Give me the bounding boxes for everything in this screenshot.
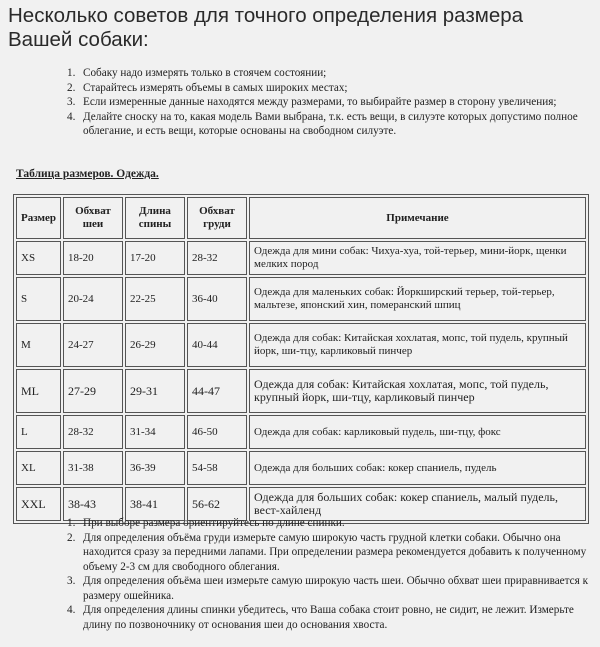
cell-chest: 40-44 xyxy=(187,323,247,367)
table-row xyxy=(16,415,586,449)
cell-note: Одежда для собак: карликовый пудель, ши-тцу, фокс xyxy=(249,415,586,449)
cell-neck: 20-24 xyxy=(63,277,123,321)
tip-item xyxy=(67,81,592,96)
note-item xyxy=(67,531,592,575)
note-number: 1. xyxy=(67,517,76,529)
note-text: При выборе размера ориентируйтесь по длине спинки. xyxy=(83,517,345,529)
header-neck: Обхват шеи xyxy=(63,197,123,239)
note-number: 2. xyxy=(67,531,76,544)
cell-note: Одежда для больших собак: кокер спаниель, пудель xyxy=(249,451,586,485)
table-row xyxy=(16,323,586,367)
table-header-row xyxy=(16,197,586,239)
header-note: Примечание xyxy=(249,197,586,239)
header-size: Размер xyxy=(16,197,61,239)
table-row xyxy=(16,451,586,485)
note-item xyxy=(67,574,592,603)
tip-item xyxy=(67,95,592,110)
cell-size: XXL xyxy=(16,487,61,521)
tip-text: Собаку надо измерять только в стоячем состоянии; xyxy=(83,67,327,79)
cell-neck: 24-27 xyxy=(63,323,123,367)
note-item xyxy=(67,603,592,632)
cell-back: 22-25 xyxy=(125,277,185,321)
cell-chest: 28-32 xyxy=(187,241,247,275)
cell-size: M xyxy=(16,323,61,367)
note-item xyxy=(67,516,592,531)
cell-chest: 56-62 xyxy=(187,487,247,521)
tip-item xyxy=(67,66,592,81)
cell-size: XS xyxy=(16,241,61,275)
note-number: 4. xyxy=(67,604,76,616)
cell-note: Одежда для собак: Китайская хохлатая, мопс, той пудель, крупный йорк, ши-тцу, карликовый пинчер xyxy=(249,369,586,413)
cell-note: Одежда для мини собак: Чихуа-хуа, той-терьер, мини-йорк, щенки мелких пород xyxy=(249,241,586,275)
cell-size: ML xyxy=(16,369,61,413)
tip-number: 3. xyxy=(67,96,76,108)
cell-back: 17-20 xyxy=(125,241,185,275)
note-text: Для определения объёма шеи измерьте самую широкую часть шеи. Обычно обхват шеи приравнивается к размеру ошейника. xyxy=(83,575,589,602)
cell-back: 36-39 xyxy=(125,451,185,485)
cell-neck: 38-43 xyxy=(63,487,123,521)
table-row xyxy=(16,241,586,275)
cell-neck: 18-20 xyxy=(63,241,123,275)
cell-back: 38-41 xyxy=(125,487,185,521)
tip-text: Если измеренные данные находятся между размерами, то выбирайте размер в сторону увеличения; xyxy=(83,96,557,108)
cell-size: L xyxy=(16,415,61,449)
cell-chest: 44-47 xyxy=(187,369,247,413)
cell-note: Одежда для больших собак: кокер спаниель, малый пудель, вест-хайленд xyxy=(249,487,586,521)
cell-chest: 36-40 xyxy=(187,277,247,321)
page-title: Несколько советов для точного определения размера Вашей собаки: xyxy=(8,4,524,51)
notes-list xyxy=(67,516,592,632)
cell-size: S xyxy=(16,277,61,321)
table-row xyxy=(16,369,586,413)
cell-back: 26-29 xyxy=(125,323,185,367)
size-table xyxy=(13,194,589,524)
note-number: 3. xyxy=(67,575,76,587)
tip-number: 4. xyxy=(67,110,76,123)
cell-neck: 27-29 xyxy=(63,369,123,413)
note-text: Для определения объёма груди измерьте самую широкую часть грудной клетки собаки. Обычно она находится сразу за передними лапами. При определении размера рекомендуется добавить к полученному объему 2-3 см для свободного облегания. xyxy=(83,531,587,573)
tip-number: 2. xyxy=(67,81,76,94)
cell-neck: 28-32 xyxy=(63,415,123,449)
table-row xyxy=(16,277,586,321)
header-back: Длина спины xyxy=(125,197,185,239)
tip-number: 1. xyxy=(67,67,76,79)
cell-back: 29-31 xyxy=(125,369,185,413)
cell-neck: 31-38 xyxy=(63,451,123,485)
cell-size: XL xyxy=(16,451,61,485)
header-chest: Обхват груди xyxy=(187,197,247,239)
tip-item xyxy=(67,110,592,139)
cell-chest: 54-58 xyxy=(187,451,247,485)
cell-back: 31-34 xyxy=(125,415,185,449)
cell-note: Одежда для маленьких собак: Йоркширский терьер, той-терьер, мальтезе, японский хин, померанский шпиц xyxy=(249,277,586,321)
note-text: Для определения длины спинки убедитесь, что Ваша собака стоит ровно, не сидит, не лежит. Измерьте длину по позвоночнику от основания шеи до основания хвоста. xyxy=(83,604,574,631)
cell-chest: 46-50 xyxy=(187,415,247,449)
table-title: Таблица размеров. Одежда. xyxy=(16,168,159,180)
cell-note: Одежда для собак: Китайская хохлатая, мопс, той пудель, крупный йорк, ши-тцу, карликовый пинчер xyxy=(249,323,586,367)
tips-list xyxy=(67,66,592,139)
tip-text: Делайте сноску на то, какая модель Вами выбрана, т.к. есть вещи, в силуэте которых допустимо полное облегание, и есть вещи, которые основаны на свободном силуэте. xyxy=(83,110,578,137)
tip-text: Старайтесь измерять объемы в самых широких местах; xyxy=(83,81,348,94)
